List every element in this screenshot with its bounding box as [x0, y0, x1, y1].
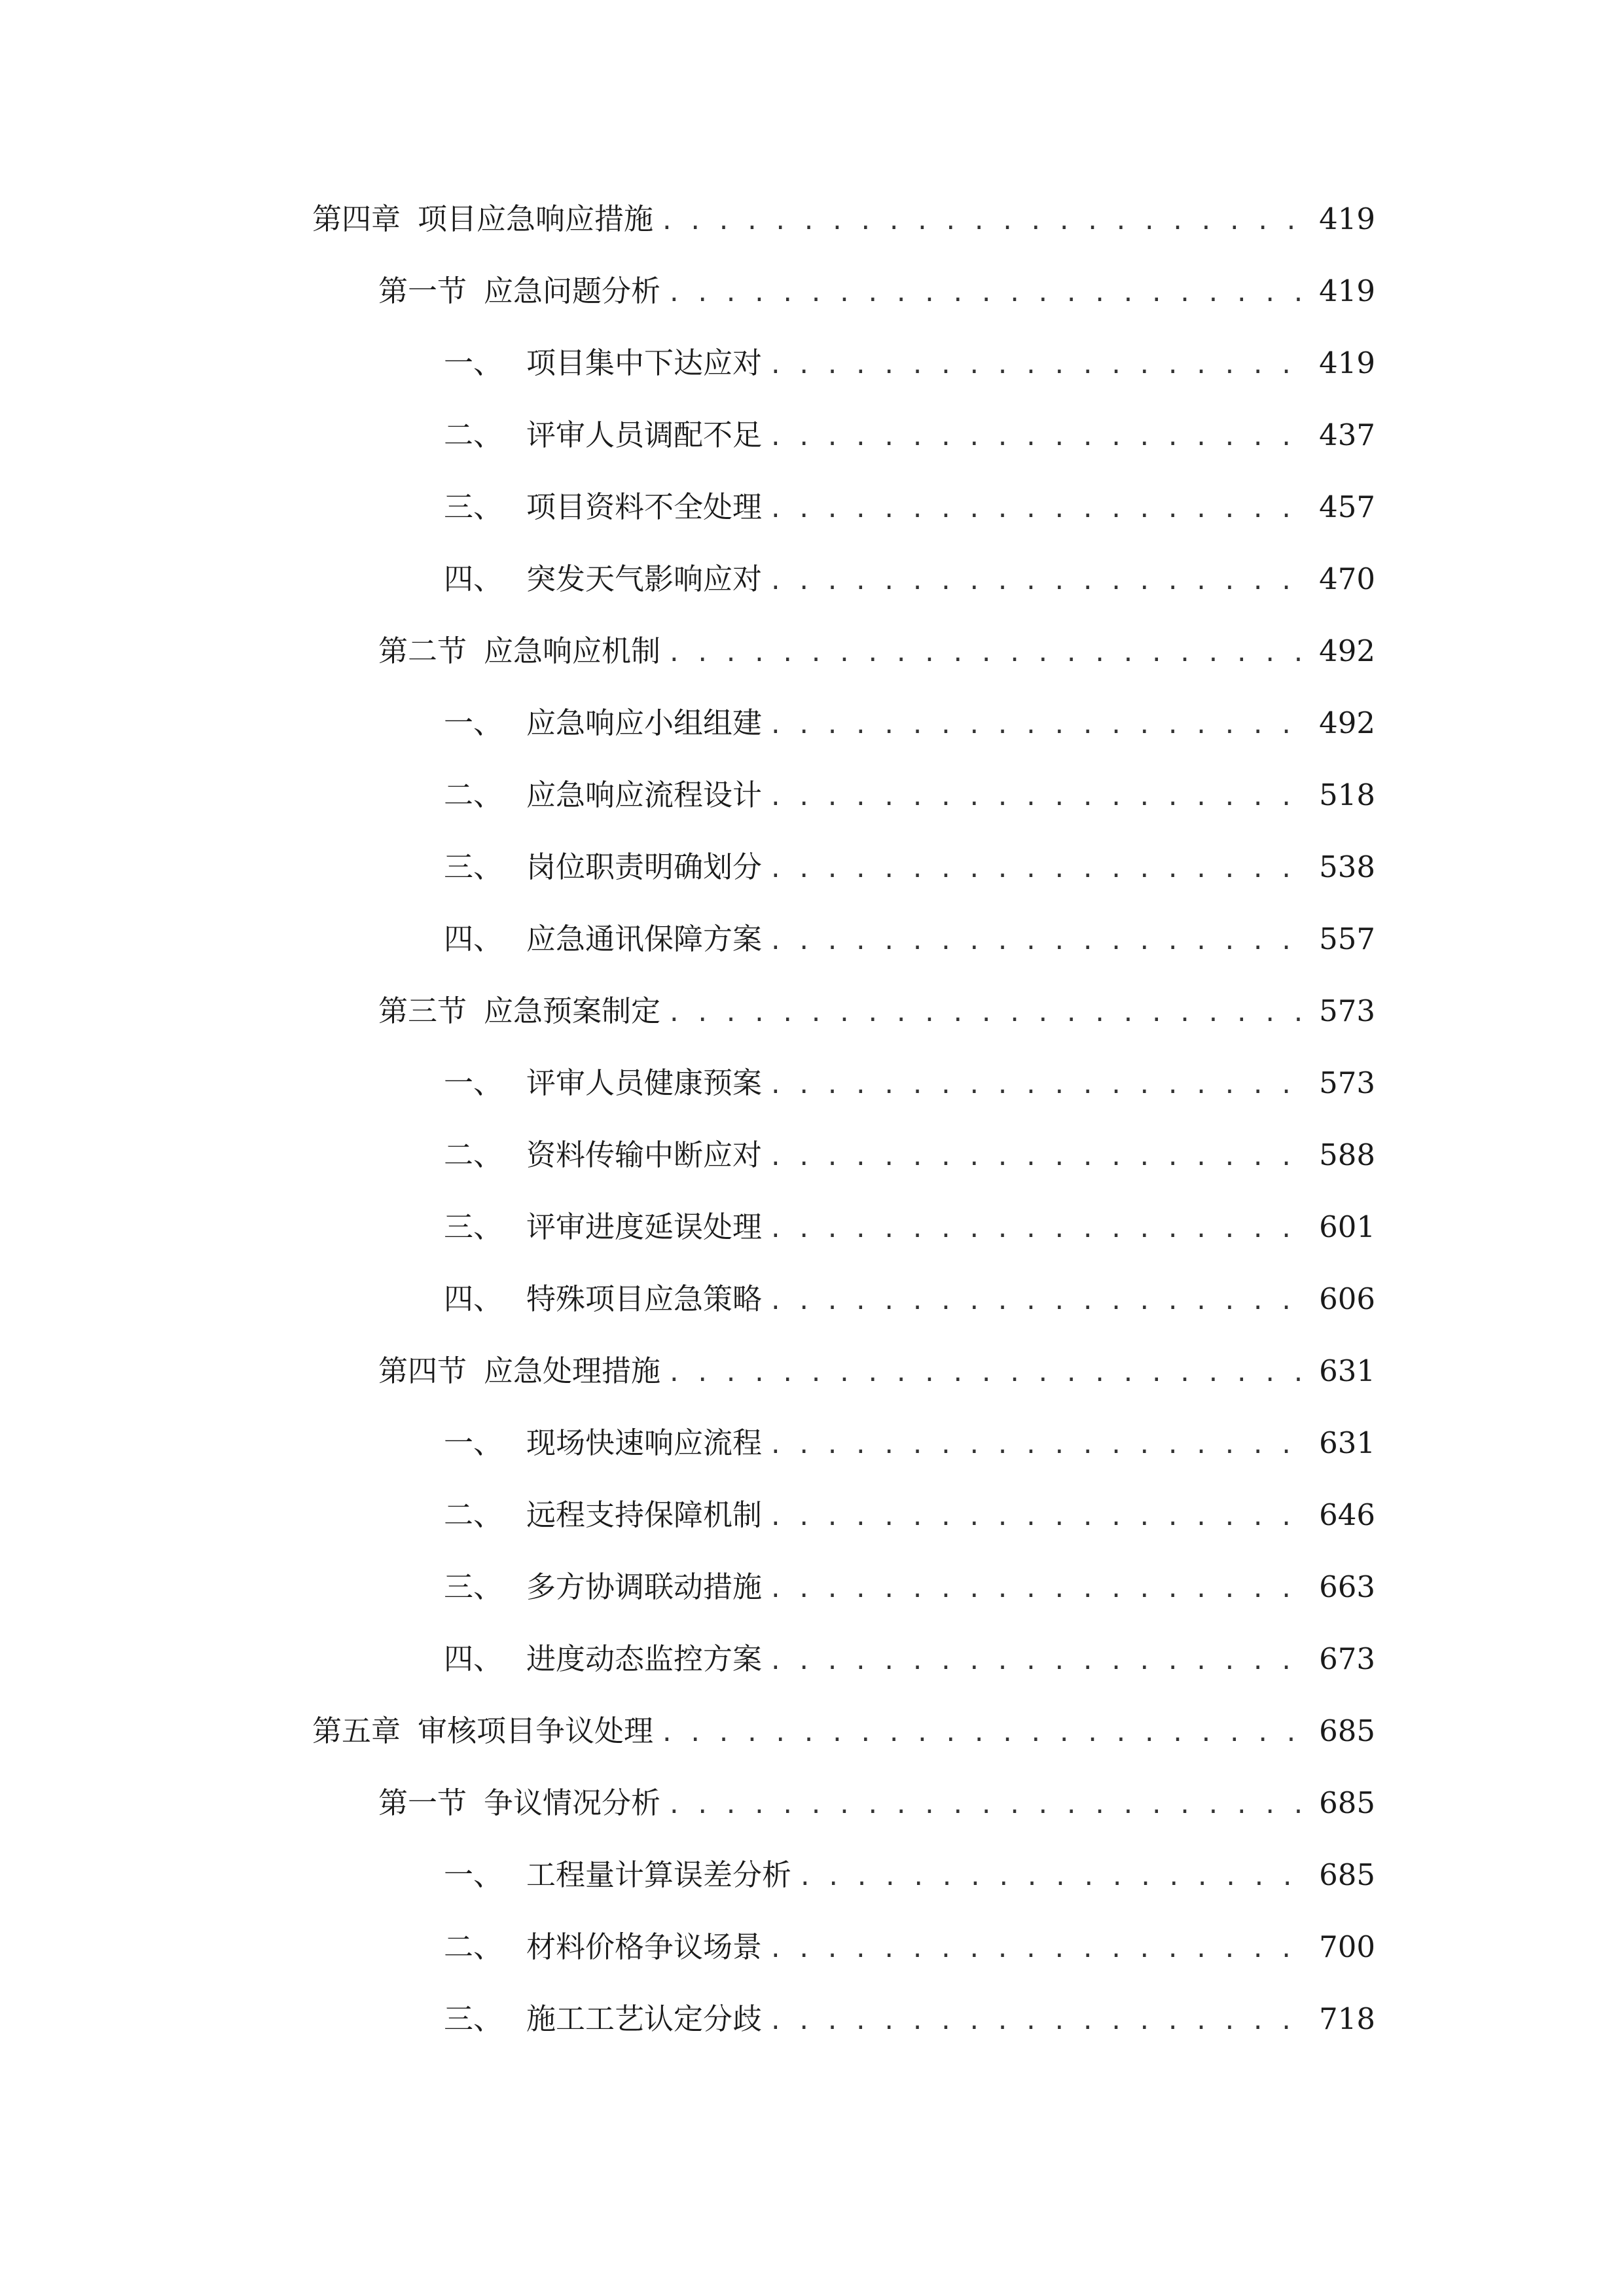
toc-page-number: 437: [1319, 418, 1375, 452]
toc-entry-number: 四、: [444, 1641, 503, 1676]
toc-page-number: 601: [1319, 1210, 1375, 1244]
toc-entry-number: 一、: [444, 346, 503, 380]
toc-page-number: 419: [1319, 274, 1375, 308]
toc-dot-leader: [798, 1848, 1308, 1907]
toc-entry-number: 第一节: [378, 274, 467, 308]
toc-entry-number: 第四章: [312, 202, 401, 236]
toc-label: [444, 1414, 762, 1473]
toc-dot-leader: [768, 1128, 1308, 1187]
toc-page-number: 573: [1319, 994, 1375, 1028]
toc-dot-leader: [667, 1776, 1308, 1835]
toc-label: [444, 910, 762, 969]
toc-label: [378, 1774, 660, 1833]
toc-entry[interactable]: [0, 622, 1624, 681]
toc-label: [378, 982, 660, 1041]
toc-dot-leader: [667, 264, 1308, 323]
toc-dot-leader: [768, 1920, 1308, 1979]
toc-entry-title: 多方协调联动措施: [526, 1570, 763, 1604]
toc-page-number: 457: [1319, 490, 1375, 524]
toc-entry-title: 评审人员健康预案: [526, 1066, 763, 1100]
toc-entry-title: 应急预案制定: [484, 994, 661, 1028]
toc-label: [444, 406, 762, 465]
toc-entry[interactable]: [0, 1702, 1624, 1761]
toc-label: [444, 694, 762, 753]
toc-dot-leader: [768, 408, 1308, 467]
toc-entry-number: 一、: [444, 1426, 503, 1460]
toc-label: [444, 1846, 791, 1905]
toc-label: [444, 1558, 762, 1617]
toc-label: [378, 262, 660, 321]
toc-dot-leader: [768, 1992, 1308, 2051]
toc-page-number: 557: [1319, 922, 1375, 956]
toc-label: [444, 1918, 762, 1977]
toc-entry-title: 材料价格争议场景: [526, 1929, 763, 1964]
toc-dot-leader: [667, 1344, 1308, 1403]
toc-entry[interactable]: [0, 982, 1624, 1041]
toc-entry-number: 一、: [444, 1857, 503, 1892]
toc-entry[interactable]: [0, 1846, 1624, 1905]
toc-dot-leader: [768, 768, 1308, 827]
toc-entry-number: 一、: [444, 1066, 503, 1100]
toc-page-number: 419: [1319, 202, 1375, 236]
toc-entry-number: 三、: [444, 490, 503, 524]
toc-entry-number: 第二节: [378, 634, 467, 668]
toc-entry-number: 二、: [444, 418, 503, 452]
toc-label: [444, 1126, 762, 1185]
toc-entry-number: 三、: [444, 1210, 503, 1244]
toc-entry[interactable]: [0, 910, 1624, 969]
toc-page-number: 573: [1319, 1066, 1375, 1100]
toc-entry[interactable]: [0, 190, 1624, 249]
toc-entry-number: 一、: [444, 706, 503, 740]
toc-entry[interactable]: [0, 1918, 1624, 1977]
toc-page-number: 492: [1319, 706, 1375, 740]
toc-entry-title: 应急响应机制: [484, 634, 661, 668]
toc-dot-leader: [768, 840, 1308, 899]
toc-entry-title: 施工工艺认定分歧: [526, 2001, 763, 2036]
toc-label: [312, 1702, 653, 1761]
toc-page-number: 718: [1319, 2001, 1375, 2036]
toc-page-number: 470: [1319, 562, 1375, 596]
toc-page-number: 685: [1319, 1785, 1375, 1820]
toc-label: [378, 622, 660, 681]
toc-entry-number: 二、: [444, 1929, 503, 1964]
toc-dot-leader: [768, 1488, 1308, 1547]
toc-dot-leader: [768, 552, 1308, 611]
toc-entry[interactable]: [0, 262, 1624, 321]
toc-entry-title: 争议情况分析: [484, 1785, 661, 1820]
toc-entry-number: 二、: [444, 778, 503, 812]
toc-page-number: 700: [1319, 1929, 1375, 1964]
toc-entry[interactable]: [0, 1270, 1624, 1329]
toc-page-number: 606: [1319, 1282, 1375, 1316]
toc-entry-title: 资料传输中断应对: [526, 1138, 763, 1172]
toc-page-number: 538: [1319, 850, 1375, 884]
toc-entry-title: 项目集中下达应对: [526, 346, 763, 380]
toc-entry[interactable]: [0, 1558, 1624, 1617]
toc-entry-number: 三、: [444, 1570, 503, 1604]
toc-page-number: 518: [1319, 778, 1375, 812]
toc-entry-title: 项目资料不全处理: [526, 490, 763, 524]
toc-entry[interactable]: [0, 478, 1624, 537]
toc-entry[interactable]: [0, 1198, 1624, 1257]
toc-entry[interactable]: [0, 1126, 1624, 1185]
toc-dot-leader: [768, 1560, 1308, 1619]
toc-label: [444, 1630, 762, 1689]
toc-entry-number: 第四节: [378, 1354, 467, 1388]
toc-label: [444, 766, 762, 825]
toc-entry-number: 二、: [444, 1138, 503, 1172]
toc-entry[interactable]: [0, 1990, 1624, 2049]
toc-entry-number: 四、: [444, 922, 503, 956]
toc-label: [444, 478, 762, 537]
toc-entry[interactable]: [0, 1486, 1624, 1545]
toc-page-number: 419: [1319, 346, 1375, 380]
toc-label: [378, 1342, 660, 1401]
toc-label: [444, 1990, 762, 2049]
toc-entry-title: 工程量计算误差分析: [526, 1857, 792, 1892]
toc-entry[interactable]: [0, 766, 1624, 825]
toc-dot-leader: [660, 1704, 1308, 1763]
toc-entry-title: 应急问题分析: [484, 274, 661, 308]
toc-label: [444, 1270, 762, 1329]
toc-entry[interactable]: [0, 1774, 1624, 1833]
toc-entry-number: 三、: [444, 850, 503, 884]
toc-entry[interactable]: [0, 1630, 1624, 1689]
toc-entry[interactable]: [0, 694, 1624, 753]
toc-page-number: 631: [1319, 1426, 1375, 1460]
toc-label: [444, 334, 762, 393]
toc-dot-leader: [768, 696, 1308, 755]
toc-page-number: 685: [1319, 1857, 1375, 1892]
toc-entry-title: 应急响应流程设计: [526, 778, 763, 812]
toc-page-number: 685: [1319, 1713, 1375, 1748]
toc-label: [444, 550, 762, 609]
toc-label: [444, 838, 762, 897]
toc-entry[interactable]: [0, 334, 1624, 393]
toc-page-number: 663: [1319, 1570, 1375, 1604]
toc-dot-leader: [768, 1056, 1308, 1115]
toc-label: [444, 1198, 762, 1257]
toc-dot-leader: [768, 1200, 1308, 1259]
toc-entry-title: 突发天气影响应对: [526, 562, 763, 596]
toc-entry-number: 第一节: [378, 1785, 467, 1820]
toc-entry-title: 项目应急响应措施: [418, 202, 654, 236]
toc-entry-number: 四、: [444, 562, 503, 596]
toc-dot-leader: [768, 336, 1308, 395]
toc-entry-number: 四、: [444, 1282, 503, 1316]
toc-entry-title: 评审进度延误处理: [526, 1210, 763, 1244]
toc-page-number: 588: [1319, 1138, 1375, 1172]
toc-dot-leader: [768, 1272, 1308, 1331]
toc-page-number: 646: [1319, 1498, 1375, 1532]
toc-entry-number: 二、: [444, 1498, 503, 1532]
toc-entry-title: 审核项目争议处理: [418, 1713, 654, 1748]
toc-entry[interactable]: [0, 406, 1624, 465]
toc-entry-title: 特殊项目应急策略: [526, 1282, 763, 1316]
toc-entry-title: 应急处理措施: [484, 1354, 661, 1388]
toc-page-number: 673: [1319, 1641, 1375, 1676]
toc-label: [312, 190, 653, 249]
toc-entry-number: 第三节: [378, 994, 467, 1028]
toc-label: [444, 1486, 762, 1545]
toc-entry-title: 远程支持保障机制: [526, 1498, 763, 1532]
toc-label: [444, 1054, 762, 1113]
toc-entry[interactable]: [0, 1054, 1624, 1113]
toc-entry-title: 岗位职责明确划分: [526, 850, 763, 884]
toc-dot-leader: [768, 912, 1308, 971]
toc-dot-leader: [660, 192, 1308, 251]
toc-entry[interactable]: [0, 1414, 1624, 1473]
toc-entry-title: 评审人员调配不足: [526, 418, 763, 452]
toc-page-number: 631: [1319, 1354, 1375, 1388]
toc-entry[interactable]: [0, 1342, 1624, 1401]
toc-entry-title: 应急通讯保障方案: [526, 922, 763, 956]
toc-entry[interactable]: [0, 838, 1624, 897]
toc-dot-leader: [768, 1632, 1308, 1691]
toc-page-number: 492: [1319, 634, 1375, 668]
toc-dot-leader: [768, 1416, 1308, 1475]
toc-entry-number: 三、: [444, 2001, 503, 2036]
toc-entry[interactable]: [0, 550, 1624, 609]
toc-entry-title: 应急响应小组组建: [526, 706, 763, 740]
toc-dot-leader: [667, 984, 1308, 1043]
toc-entry-title: 进度动态监控方案: [526, 1641, 763, 1676]
toc-dot-leader: [768, 480, 1308, 539]
toc-entry-title: 现场快速响应流程: [526, 1426, 763, 1460]
toc-dot-leader: [667, 624, 1308, 683]
toc-entry-number: 第五章: [312, 1713, 401, 1748]
